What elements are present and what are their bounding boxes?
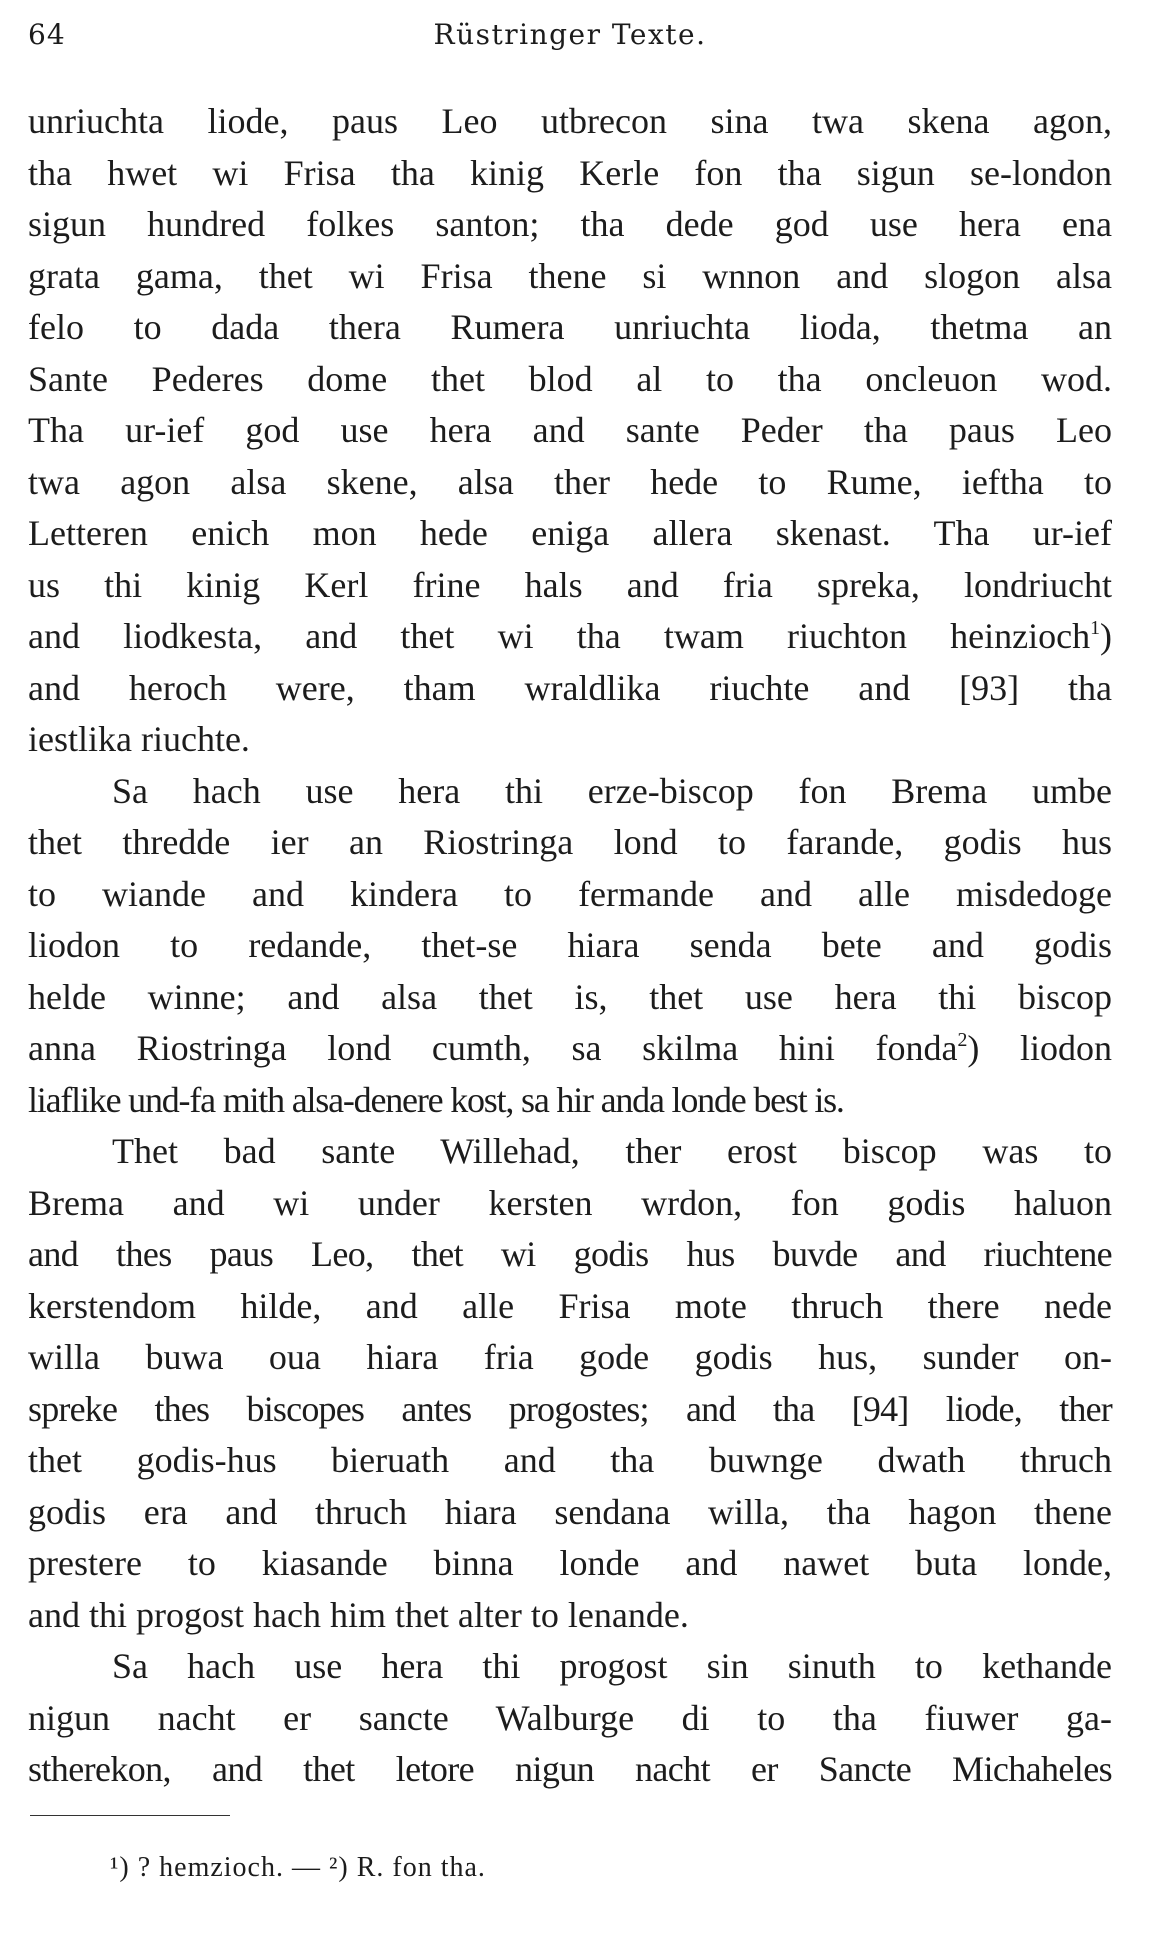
text-line: willa buwa oua hiara fria gode godis hus, sunder on-	[28, 1337, 1112, 1377]
text-line: nigun nacht er sancte Walburge di to tha fiuwer ga-	[28, 1697, 1112, 1738]
text-line: prestere to kiasande binna londe and nawet buta londe,	[28, 1543, 1112, 1583]
footnotes: ¹) ? hemzioch. — ²) R. fon tha.	[110, 1852, 486, 1883]
footnote-ref-2: 2	[957, 1029, 968, 1052]
text-line: liodon to redande, thet-se hiara senda bete and godis	[28, 925, 1112, 965]
text-fragment: and liodkesta, and thet wi tha twam riuchton heinzioch	[28, 616, 1091, 656]
paragraph-2	[28, 766, 1112, 1127]
page-header	[28, 12, 1112, 56]
text-line: liaflike und-fa mith alsa-denere kost, sa hir anda londe best is.	[28, 1079, 844, 1120]
footnote-divider	[30, 1815, 230, 1816]
text-line: Sa hach use hera thi erze-biscop fon Brema umbe	[112, 770, 1112, 811]
text-line: spreke thes biscopes antes progostes; and tha [94] liode, ther	[28, 1388, 1112, 1429]
text-line: felo to dada thera Rumera unriuchta lioda, thetma an	[28, 307, 1112, 347]
text-line: tha hwet wi Frisa tha kinig Kerle fon tha sigun se-london	[28, 152, 1112, 193]
text-line: to wiande and kindera to fermande and alle misdedoge	[28, 873, 1112, 914]
text-line: iestlika riuchte.	[28, 719, 250, 759]
text-line-with-note	[28, 611, 1112, 663]
paragraph-4	[28, 1641, 1112, 1796]
text-line: Sante Pederes dome thet blod al to tha oncleuon wod.	[28, 358, 1112, 399]
note-paren: ) liodon	[967, 1028, 1113, 1068]
main-text	[28, 96, 1112, 1796]
text-line: grata gama, thet wi Frisa thene si wnnon and slogon alsa	[28, 255, 1112, 296]
text-line: Brema and wi under kersten wrdon, fon godis haluon	[28, 1182, 1112, 1223]
text-line: stherekon, and thet letore nigun nacht er Sancte Michaheles	[28, 1749, 1112, 1789]
text-line-with-note	[28, 1023, 1112, 1075]
note-paren: )	[1100, 616, 1112, 656]
text-line: helde winne; and alsa thet is, thet use hera thi biscop	[28, 976, 1112, 1017]
text-line: Tha ur-ief god use hera and sante Peder tha paus Leo	[28, 410, 1112, 450]
text-line: and thes paus Leo, thet wi godis hus buvde and riuchtene	[28, 1234, 1112, 1274]
page-number: 64	[28, 18, 66, 51]
text-line: kerstendom hilde, and alle Frisa mote thruch there nede	[28, 1285, 1112, 1326]
text-line: godis era and thruch hiara sendana willa, tha hagon thene	[28, 1491, 1112, 1532]
text-line: Thet bad sante Willehad, ther erost biscop was to	[112, 1131, 1112, 1171]
text-line: twa agon alsa skene, alsa ther hede to Rume, ieftha to	[28, 461, 1112, 502]
text-line: Letteren enich mon hede eniga allera skenast. Tha ur-ief	[28, 513, 1112, 553]
text-line: sigun hundred folkes santon; tha dede god use hera ena	[28, 204, 1112, 244]
text-line: us thi kinig Kerl frine hals and fria spreka, londriucht	[28, 564, 1112, 605]
text-fragment: anna Riostringa lond cumth, sa skilma hini fonda	[28, 1028, 958, 1068]
paragraph-1	[28, 96, 1112, 766]
text-line: and thi progost hach him thet alter to lenande.	[28, 1594, 689, 1635]
text-line: and heroch were, tham wraldlika riuchte and [93] tha	[28, 667, 1112, 708]
footnote-ref-1: 1	[1090, 617, 1100, 640]
text-line: thet godis-hus bieruath and tha buwnge dwath thruch	[28, 1440, 1112, 1480]
text-line: unriuchta liode, paus Leo utbrecon sina twa skena agon,	[28, 101, 1112, 141]
text-line: Sa hach use hera thi progost sin sinuth to kethande	[112, 1646, 1112, 1686]
text-line: thet thredde ier an Riostringa lond to farande, godis hus	[28, 822, 1112, 862]
running-title: Rüstringer Texte.	[433, 18, 707, 51]
paragraph-3	[28, 1126, 1112, 1641]
